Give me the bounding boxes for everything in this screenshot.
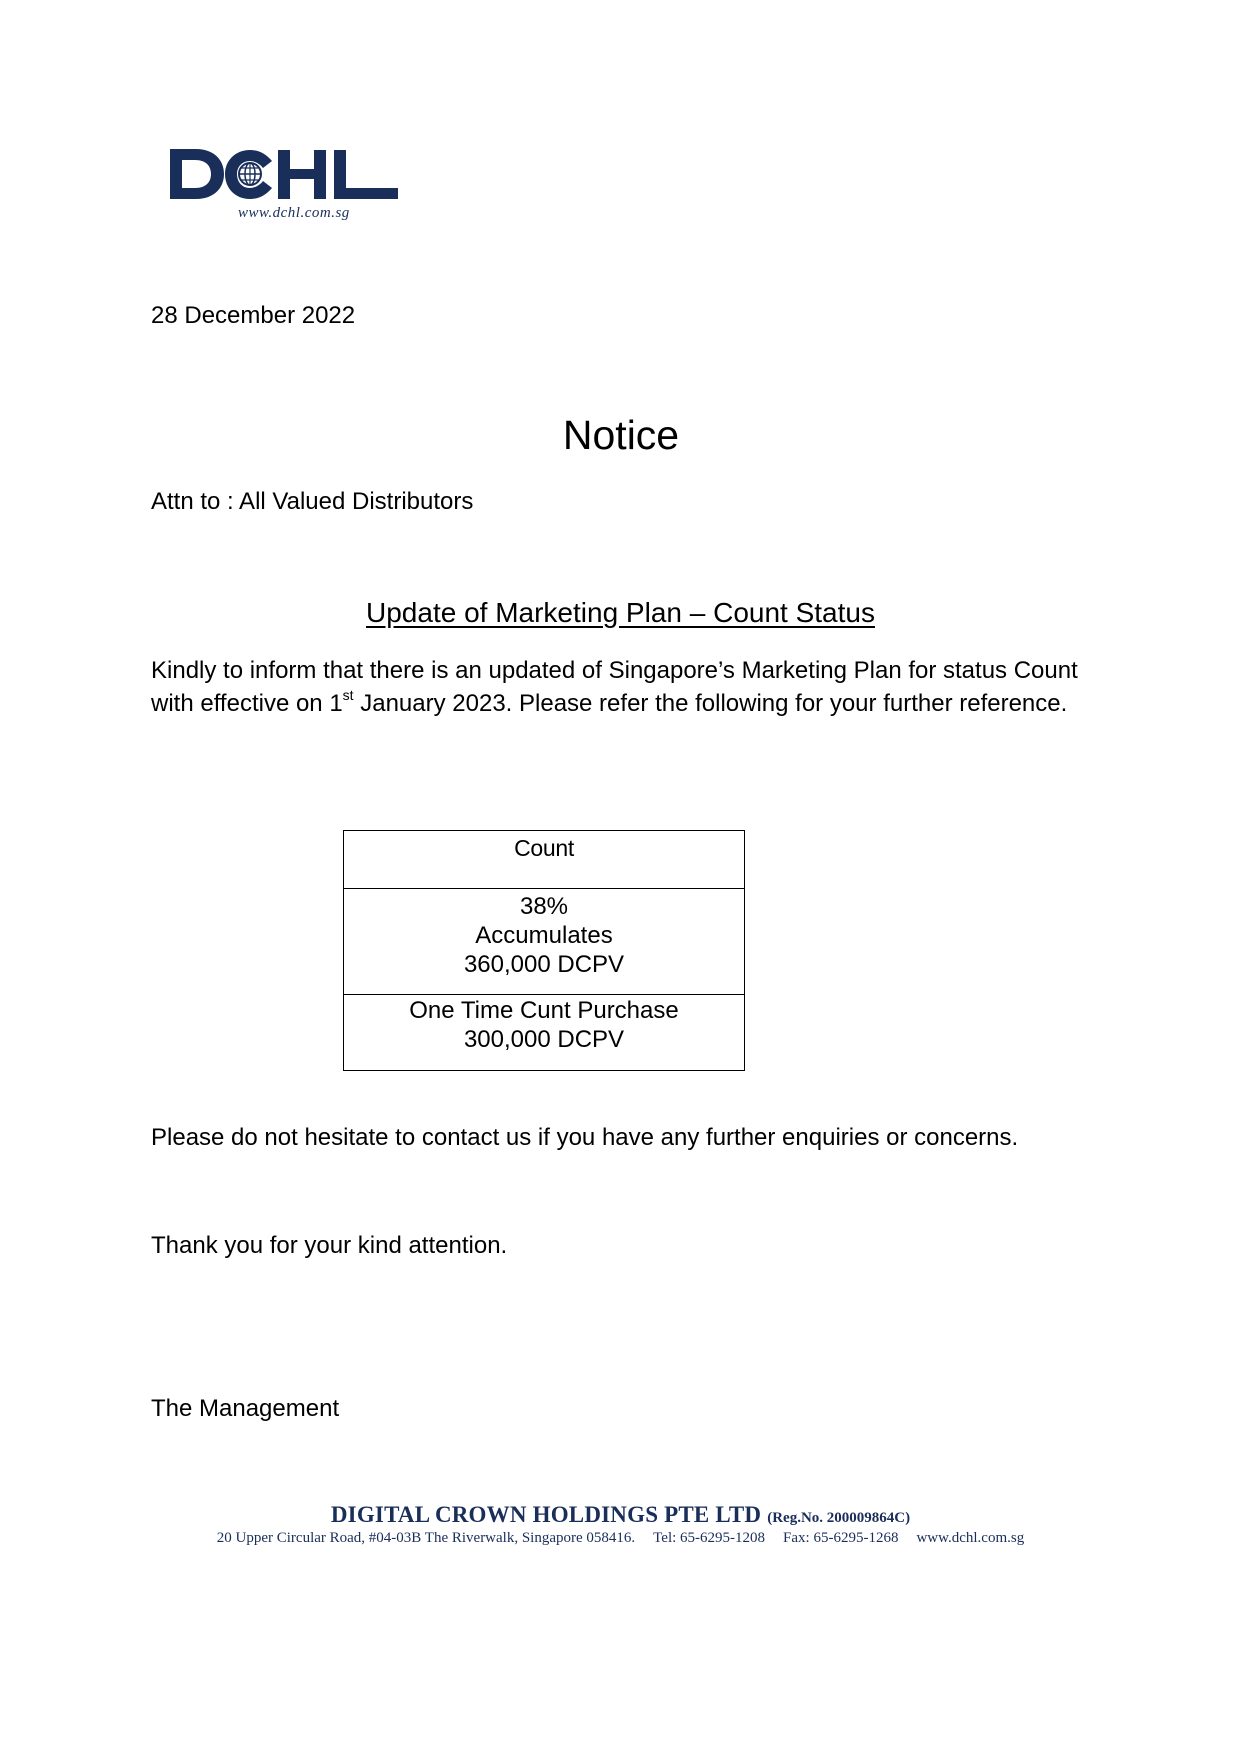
table-row (344, 889, 745, 995)
logo-website: www.dchl.com.sg (238, 205, 350, 221)
subject-text: Update of Marketing Plan – Count Status (366, 597, 875, 628)
accumulates-dcpv: 360,000 DCPV (463, 951, 625, 978)
header-count: Count (514, 835, 574, 861)
company-website: www.dchl.com.sg (916, 1530, 1025, 1546)
table-cell-one-time (344, 995, 745, 1071)
globe-icon (239, 163, 261, 185)
notice-date: 28 December 2022 (151, 302, 356, 329)
signoff: The Management (151, 1395, 340, 1422)
paragraph-part-2: January 2023. Please refer the following for your further reference. (353, 690, 1068, 717)
dchl-logo-mark (168, 145, 400, 205)
subject-heading (0, 595, 1241, 631)
company-address: 20 Upper Circular Road, #04-03B The Riverwalk, Singapore 058416. (216, 1530, 636, 1546)
company-tel: Tel: 65-6295-1208 (653, 1530, 766, 1546)
thanks-line: Thank you for your kind attention. (151, 1232, 508, 1259)
one-time-dcpv: 300,000 DCPV (463, 1026, 625, 1053)
company-reg-number: (Reg.No. 200009864C) (767, 1510, 911, 1526)
accumulates-label: Accumulates (475, 922, 613, 949)
intro-paragraph (151, 654, 1091, 720)
company-fax: Fax: 65-6295-1268 (783, 1530, 899, 1546)
table-row (344, 995, 745, 1071)
footer-company (0, 1502, 1241, 1528)
page-title (0, 410, 1241, 460)
paragraph-part-1: Kindly to inform that there is an updated of Singapore’s Marketing Plan for status Count with effective on 1 (151, 657, 1078, 717)
contact-line: Please do not hesitate to contact us if you have any further enquiries or concerns. (151, 1124, 1019, 1151)
table-cell-accumulates (344, 889, 745, 995)
company-logo (168, 145, 400, 227)
count-status-table (343, 830, 745, 1071)
company-name: DIGITAL CROWN HOLDINGS PTE LTD (330, 1502, 762, 1527)
table-header-row (344, 831, 745, 889)
attention-line: Attn to : All Valued Distributors (151, 488, 474, 515)
table-header-cell (344, 831, 745, 889)
title-text: Notice (562, 412, 680, 458)
one-time-label: One Time Cunt Purchase (409, 997, 679, 1024)
footer-address-line (0, 1530, 1241, 1547)
percentage-value: 38% (519, 893, 569, 920)
ordinal-suffix: st (342, 687, 354, 703)
